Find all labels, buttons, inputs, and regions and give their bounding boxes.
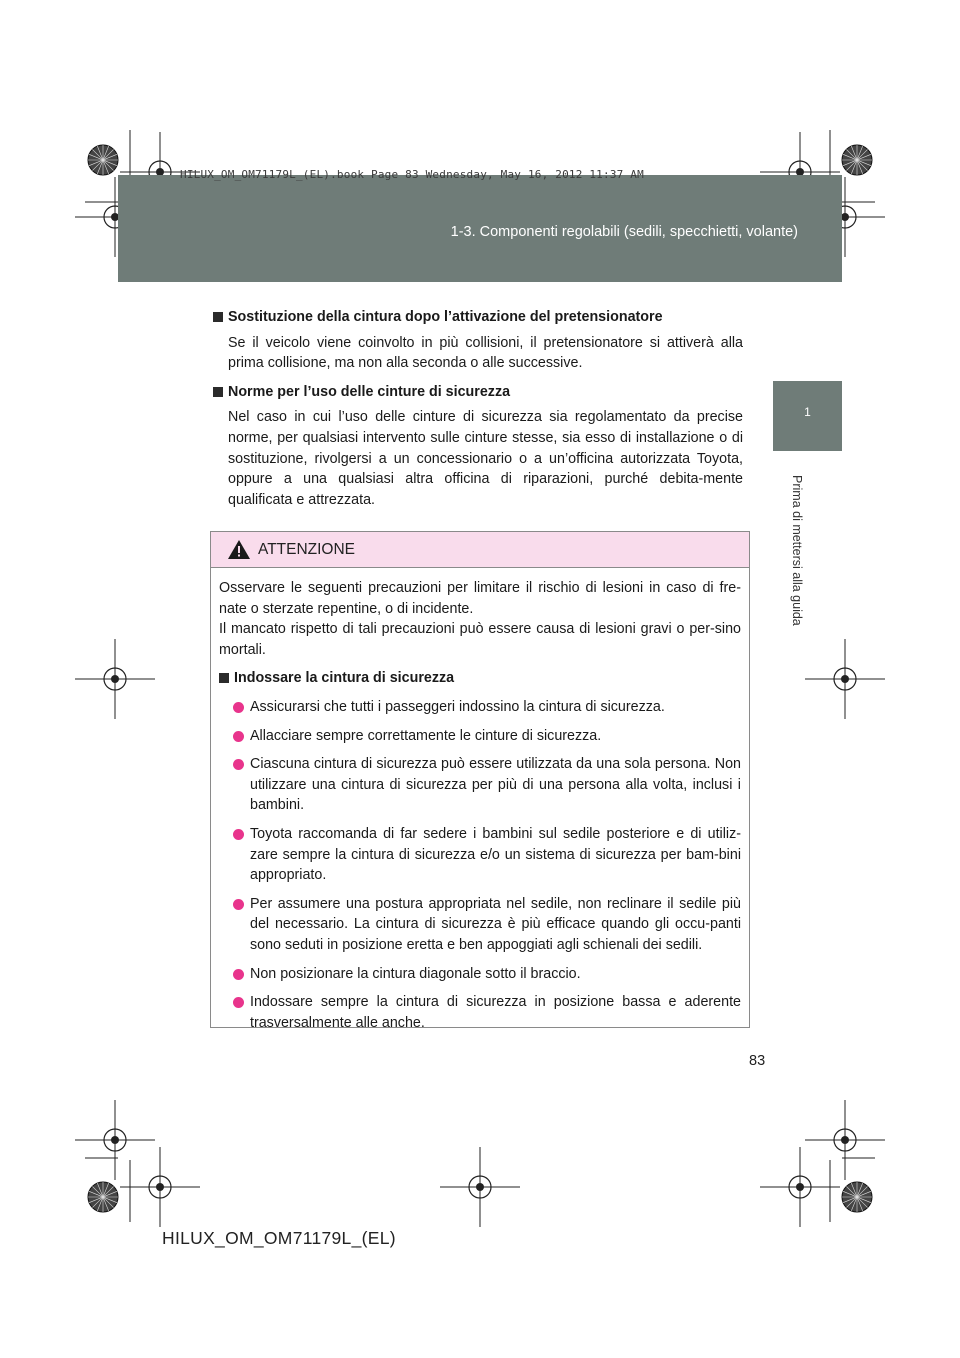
bullet-dot-icon — [233, 702, 244, 713]
book-id: HILUX_OM_OM71179L_(EL) — [162, 1228, 396, 1248]
square-bullet-icon — [219, 673, 229, 683]
list-item: Indossare sempre la cintura di sicurezza in posizione bassa e aderente trasversalmente alle anche. — [219, 992, 741, 1033]
mid-left-mark — [75, 639, 155, 719]
bottom-center-mark — [440, 1147, 520, 1227]
list-item: Assicurarsi che tutti i passeggeri indossino la cintura di sicurezza. — [219, 697, 741, 718]
list-item: Per assumere una postura appropriata nel sedile, non reclinare il sedile più del necessario. La cintura di sicurezza è più efficace quando gli occu-panti sono seduti in posizione eretta e ben appoggiati agli schienali dei sedili. — [219, 894, 741, 956]
section-body: Se il veicolo viene coinvolto in più collisioni, il pretensionatore si attiverà alla prima collisione, ma non alla seconda o alle successive. — [228, 334, 743, 372]
section-title: 1-3. Componenti regolabili (sedili, specchietti, volante) — [450, 224, 798, 240]
warning-box — [210, 531, 750, 1031]
section-heading — [213, 307, 743, 328]
bullet-dot-icon — [233, 829, 244, 840]
mid-right-mark — [805, 639, 885, 719]
list-item: Ciascuna cintura di sicurezza può essere utilizzata da una sola persona. Non utilizzare una cintura di sicurezza per più di una persona alla volta, inclusi i bambini. — [219, 754, 741, 816]
bullet-dot-icon — [233, 899, 244, 910]
bullet-dot-icon — [233, 969, 244, 980]
list-item: Non posizionare la cintura diagonale sotto il braccio. — [219, 964, 741, 985]
main-content — [213, 307, 743, 510]
chapter-label: Prima di mettersi alla guida — [790, 474, 804, 626]
warning-triangle-icon — [228, 540, 250, 559]
bullet-dot-icon — [233, 731, 244, 742]
book-stamp: HILUX_OM_OM71179L_(EL).book Page 83 Wednesday, May 16, 2012 11:37 AM — [180, 168, 644, 181]
warning-body — [211, 568, 749, 1033]
list-item: Toyota raccomanda di far sedere i bambini sul sedile posteriore e di utiliz-zare sempre la cintura di sicurezza e/o un sistema di sicurezza per bam-bini appropriato. — [219, 824, 741, 886]
warning-title: ATTENZIONE — [258, 540, 356, 558]
section-body: Nel caso in cui l’uso delle cinture di sicurezza sia regolamentato da precise norme, per qualsiasi intervento sulle cinture stesse, sia esso di installazione o di sostituzione, rivolgersi a un concessionario o a un’officina autorizzata Toyota, oppure a una qualsiasi altra officina di riparazioni, purché debita-mente qualificata e attrezzata. — [228, 409, 743, 508]
section-heading-text: Sostituzione della cintura dopo l’attivazione del pretensionatore — [228, 309, 663, 325]
list-item: Allacciare sempre correttamente le cinture di sicurezza. — [219, 726, 741, 747]
bullet-dot-icon — [233, 997, 244, 1008]
warning-subheading — [219, 668, 741, 689]
warning-intro: Osservare le seguenti precauzioni per limitare il rischio di lesioni in caso di fre-nate o sterzate repentine, o di incidente. — [219, 580, 741, 617]
square-bullet-icon — [213, 312, 223, 322]
warning-subheading-text: Indossare la cintura di sicurezza — [234, 670, 455, 687]
square-bullet-icon — [213, 387, 223, 397]
bullet-dot-icon — [233, 759, 244, 770]
section-heading — [213, 382, 743, 403]
bottom-left-marks — [75, 1100, 200, 1227]
warning-header — [211, 532, 749, 568]
page-number: 83 — [749, 1053, 766, 1069]
bottom-right-marks — [760, 1100, 885, 1227]
chapter-number: 1 — [804, 405, 811, 419]
section-heading-text: Norme per l’uso delle cinture di sicurezza — [228, 383, 511, 400]
warning-intro: Il mancato rispetto di tali precauzioni può essere causa di lesioni gravi o per-sino mortali. — [219, 621, 741, 658]
